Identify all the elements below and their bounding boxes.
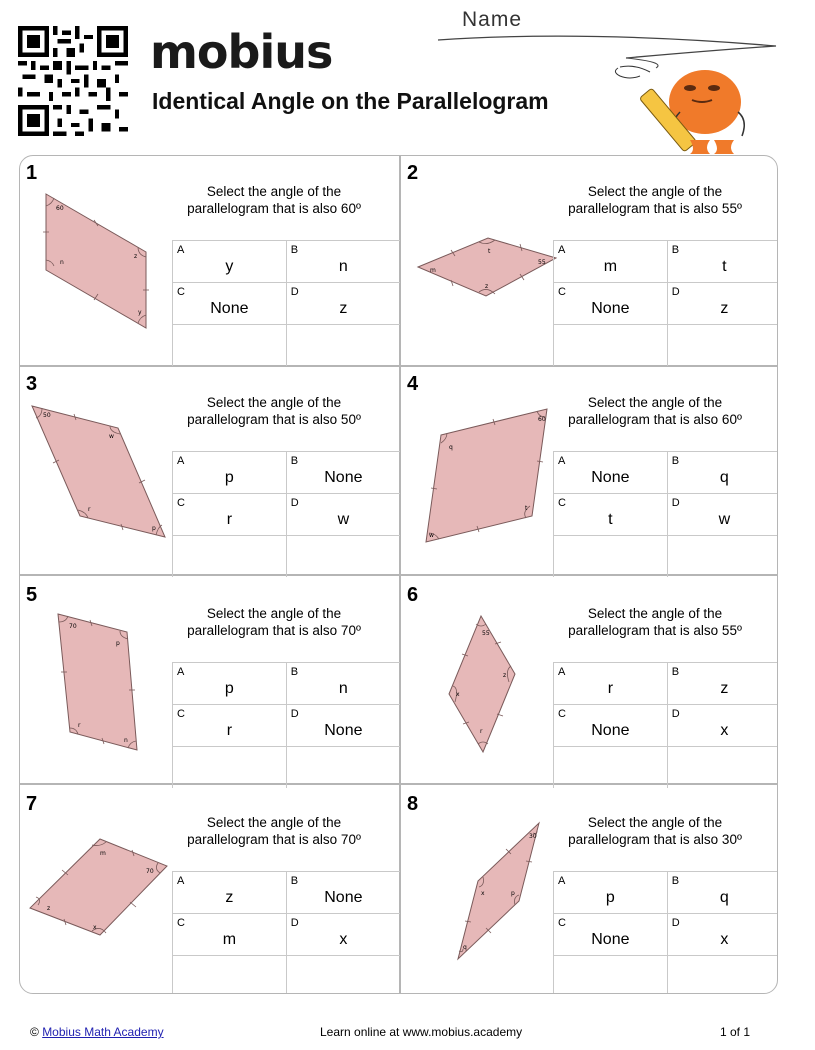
prompt-line: Select the angle of the — [587, 184, 723, 199]
question-number: 5 — [26, 584, 38, 606]
angle-label: x — [456, 691, 460, 698]
angle-label: z — [503, 672, 507, 679]
angle-label: 50 — [43, 412, 51, 419]
option-value: t — [608, 511, 613, 528]
option-a[interactable] — [554, 872, 668, 914]
parallelogram-figure — [405, 182, 557, 362]
prompt-line: parallelogram that is also 50º — [187, 412, 361, 427]
answer-box[interactable] — [554, 325, 668, 367]
option-value: None — [324, 469, 363, 486]
option-b[interactable] — [667, 241, 778, 283]
prompt-line: parallelogram that is also 70º — [187, 832, 361, 847]
option-value: x — [339, 931, 348, 948]
option-d[interactable] — [286, 705, 400, 747]
answer-box[interactable] — [667, 325, 778, 367]
angle-label: x — [481, 890, 485, 897]
option-value: w — [337, 511, 350, 528]
option-c[interactable] — [554, 705, 668, 747]
option-letter: D — [290, 497, 299, 509]
question-1 — [20, 156, 399, 365]
parallelogram-figure — [405, 604, 557, 784]
mobius-logo — [150, 24, 332, 80]
question-5 — [20, 578, 399, 787]
option-value: w — [718, 511, 731, 528]
question-prompt — [176, 605, 372, 639]
option-letter: D — [671, 497, 680, 509]
option-value: None — [324, 889, 363, 906]
option-value: n — [338, 680, 348, 697]
option-value: None — [324, 722, 363, 739]
copyright-symbol: © — [30, 1025, 39, 1039]
answer-box[interactable] — [667, 536, 778, 578]
prompt-line: Select the angle of the — [206, 815, 342, 830]
option-letter: B — [671, 875, 680, 887]
answer-box[interactable] — [286, 956, 400, 995]
parallelogram-figure — [405, 393, 557, 573]
question-7 — [20, 787, 399, 994]
answer-box[interactable] — [667, 747, 778, 789]
option-value: p — [605, 889, 615, 906]
option-c[interactable] — [554, 494, 668, 536]
angle-label: z — [47, 905, 51, 912]
angle-label: w — [429, 532, 434, 539]
name-label: Name — [462, 8, 523, 31]
answer-options — [172, 871, 400, 994]
angle-label: r — [78, 722, 81, 729]
option-c[interactable] — [554, 914, 668, 956]
mobius-academy-link[interactable]: Mobius Math Academy — [42, 1025, 164, 1039]
answer-box[interactable] — [173, 536, 287, 578]
option-letter: A — [177, 244, 185, 256]
option-value: None — [591, 931, 630, 948]
option-letter: B — [671, 455, 680, 467]
option-c[interactable] — [173, 914, 287, 956]
question-number: 6 — [407, 584, 419, 606]
option-letter: A — [177, 875, 185, 887]
question-8 — [401, 787, 778, 994]
option-value: m — [603, 258, 618, 275]
option-b[interactable] — [286, 241, 400, 283]
option-value: z — [720, 300, 729, 317]
prompt-line: Select the angle of the — [587, 606, 723, 621]
angle-label: 70 — [69, 623, 77, 630]
option-letter: A — [177, 666, 185, 678]
angle-label: q — [449, 444, 453, 451]
parallelogram-figure — [24, 393, 176, 573]
answer-box[interactable] — [554, 536, 668, 578]
option-value: q — [719, 469, 729, 486]
prompt-line: parallelogram that is also 60º — [187, 201, 361, 216]
answer-box[interactable] — [173, 747, 287, 789]
option-b[interactable] — [286, 452, 400, 494]
question-4 — [401, 367, 778, 576]
angle-label: 60 — [538, 416, 546, 423]
question-number: 2 — [407, 162, 419, 184]
answer-box[interactable] — [286, 536, 400, 578]
option-value: None — [591, 469, 630, 486]
option-letter: A — [558, 666, 566, 678]
angle-label: p — [511, 890, 515, 897]
option-a[interactable] — [173, 663, 287, 705]
option-letter: B — [290, 875, 299, 887]
angle-label: q — [463, 944, 467, 951]
prompt-line: parallelogram that is also 70º — [187, 623, 361, 638]
option-letter: B — [671, 244, 680, 256]
qr-code — [18, 26, 128, 136]
answer-box[interactable] — [554, 747, 668, 789]
option-d[interactable] — [667, 914, 778, 956]
mascot-illustration — [610, 50, 770, 155]
angle-label: z — [485, 283, 489, 290]
angle-label: m — [100, 850, 106, 857]
option-value: m — [222, 931, 237, 948]
option-value: p — [224, 469, 234, 486]
answer-options — [553, 451, 778, 577]
option-value: z — [720, 680, 729, 697]
option-value: x — [720, 722, 729, 739]
option-letter: A — [558, 875, 566, 887]
footer-copyright — [30, 1025, 164, 1039]
answer-box[interactable] — [286, 747, 400, 789]
question-number: 8 — [407, 793, 419, 815]
question-prompt — [176, 814, 372, 848]
option-b[interactable] — [667, 452, 778, 494]
option-c[interactable] — [173, 494, 287, 536]
option-letter: C — [558, 497, 566, 509]
angle-label: y — [138, 309, 142, 316]
angle-label: t — [525, 505, 528, 512]
angle-label: n — [60, 259, 64, 266]
option-c[interactable] — [554, 283, 668, 325]
option-d[interactable] — [286, 914, 400, 956]
option-a[interactable] — [173, 452, 287, 494]
option-letter: B — [290, 666, 299, 678]
parallelogram-figure — [24, 604, 176, 784]
angle-label: r — [480, 728, 483, 735]
option-letter: B — [290, 455, 299, 467]
option-b[interactable] — [667, 663, 778, 705]
answer-options — [553, 662, 778, 788]
option-value: n — [338, 258, 348, 275]
option-d[interactable] — [667, 283, 778, 325]
prompt-line: parallelogram that is also 60º — [568, 412, 742, 427]
option-letter: D — [290, 286, 299, 298]
answer-options — [172, 662, 400, 788]
option-letter: C — [177, 708, 185, 720]
question-3 — [20, 367, 399, 576]
answer-options — [172, 240, 400, 366]
question-6 — [401, 578, 778, 787]
footer-center-text: Learn online at www.mobius.academy — [320, 1025, 523, 1039]
option-value: x — [720, 931, 729, 948]
option-d[interactable] — [286, 494, 400, 536]
prompt-line: Select the angle of the — [206, 395, 342, 410]
option-letter: A — [177, 455, 185, 467]
angle-label: m — [430, 267, 436, 274]
option-b[interactable] — [667, 872, 778, 914]
option-value: p — [224, 680, 234, 697]
option-a[interactable] — [173, 872, 287, 914]
option-letter: C — [177, 917, 185, 929]
option-d[interactable] — [667, 705, 778, 747]
option-value: t — [722, 258, 727, 275]
option-b[interactable] — [286, 663, 400, 705]
answer-box[interactable] — [554, 956, 668, 995]
question-number: 3 — [26, 373, 38, 395]
angle-label: p — [116, 640, 120, 647]
option-a[interactable] — [554, 663, 668, 705]
option-value: q — [719, 889, 729, 906]
angle-label: p — [152, 525, 156, 532]
parallelogram-figure — [405, 813, 557, 993]
option-letter: D — [671, 708, 680, 720]
option-c[interactable] — [173, 283, 287, 325]
option-value: None — [210, 300, 249, 317]
option-value: z — [339, 300, 348, 317]
logo-text: mobius — [150, 25, 333, 79]
option-value: r — [607, 680, 614, 697]
page-number: 1 of 1 — [720, 1025, 751, 1039]
option-letter: B — [290, 244, 299, 256]
option-letter: A — [558, 455, 566, 467]
prompt-line: parallelogram that is also 55º — [568, 201, 742, 216]
answer-options — [553, 240, 778, 366]
option-c[interactable] — [173, 705, 287, 747]
parallelogram-figure — [24, 813, 176, 993]
answer-box[interactable] — [173, 325, 287, 367]
option-b[interactable] — [286, 872, 400, 914]
option-letter: B — [671, 666, 680, 678]
prompt-line: Select the angle of the — [206, 184, 342, 199]
question-grid — [19, 155, 778, 994]
question-prompt — [557, 814, 753, 848]
angle-label: x — [93, 924, 97, 931]
prompt-line: Select the angle of the — [206, 606, 342, 621]
prompt-line: Select the angle of the — [587, 395, 723, 410]
option-a[interactable] — [554, 452, 668, 494]
question-2 — [401, 156, 778, 365]
option-value: None — [591, 722, 630, 739]
answer-box[interactable] — [667, 956, 778, 995]
option-value: r — [226, 722, 233, 739]
angle-label: r — [88, 506, 91, 513]
angle-label: 60 — [56, 205, 64, 212]
option-letter: C — [177, 497, 185, 509]
option-a[interactable] — [554, 241, 668, 283]
page-title: Identical Angle on the Parallelogram — [152, 88, 549, 114]
angle-label: 55 — [482, 630, 490, 637]
angle-label: n — [124, 737, 128, 744]
angle-label: 55 — [538, 259, 546, 266]
angle-label: z — [134, 253, 138, 260]
option-letter: C — [558, 917, 566, 929]
answer-options — [172, 451, 400, 577]
question-prompt — [557, 394, 753, 428]
question-prompt — [176, 394, 372, 428]
answer-options — [553, 871, 778, 994]
option-letter: C — [177, 286, 185, 298]
prompt-line: parallelogram that is also 30º — [568, 832, 742, 847]
option-letter: A — [558, 244, 566, 256]
option-value: z — [225, 889, 234, 906]
option-value: r — [226, 511, 233, 528]
question-number: 7 — [26, 793, 38, 815]
parallelogram-figure — [24, 182, 176, 362]
answer-box[interactable] — [173, 956, 287, 995]
angle-label: 70 — [146, 868, 154, 875]
option-value: None — [591, 300, 630, 317]
option-letter: D — [290, 708, 299, 720]
angle-label: w — [109, 433, 114, 440]
angle-label: 30 — [529, 833, 537, 840]
option-d[interactable] — [667, 494, 778, 536]
question-number: 4 — [407, 373, 419, 395]
option-letter: C — [558, 286, 566, 298]
question-number: 1 — [26, 162, 38, 184]
question-prompt — [557, 183, 753, 217]
answer-box[interactable] — [286, 325, 400, 367]
prompt-line: Select the angle of the — [587, 815, 723, 830]
option-letter: D — [290, 917, 299, 929]
angle-label: t — [488, 248, 491, 255]
option-letter: D — [671, 917, 680, 929]
prompt-line: parallelogram that is also 55º — [568, 623, 742, 638]
option-value: y — [225, 258, 234, 275]
option-letter: C — [558, 708, 566, 720]
option-d[interactable] — [286, 283, 400, 325]
option-a[interactable] — [173, 241, 287, 283]
option-letter: D — [671, 286, 680, 298]
question-prompt — [176, 183, 372, 217]
question-prompt — [557, 605, 753, 639]
